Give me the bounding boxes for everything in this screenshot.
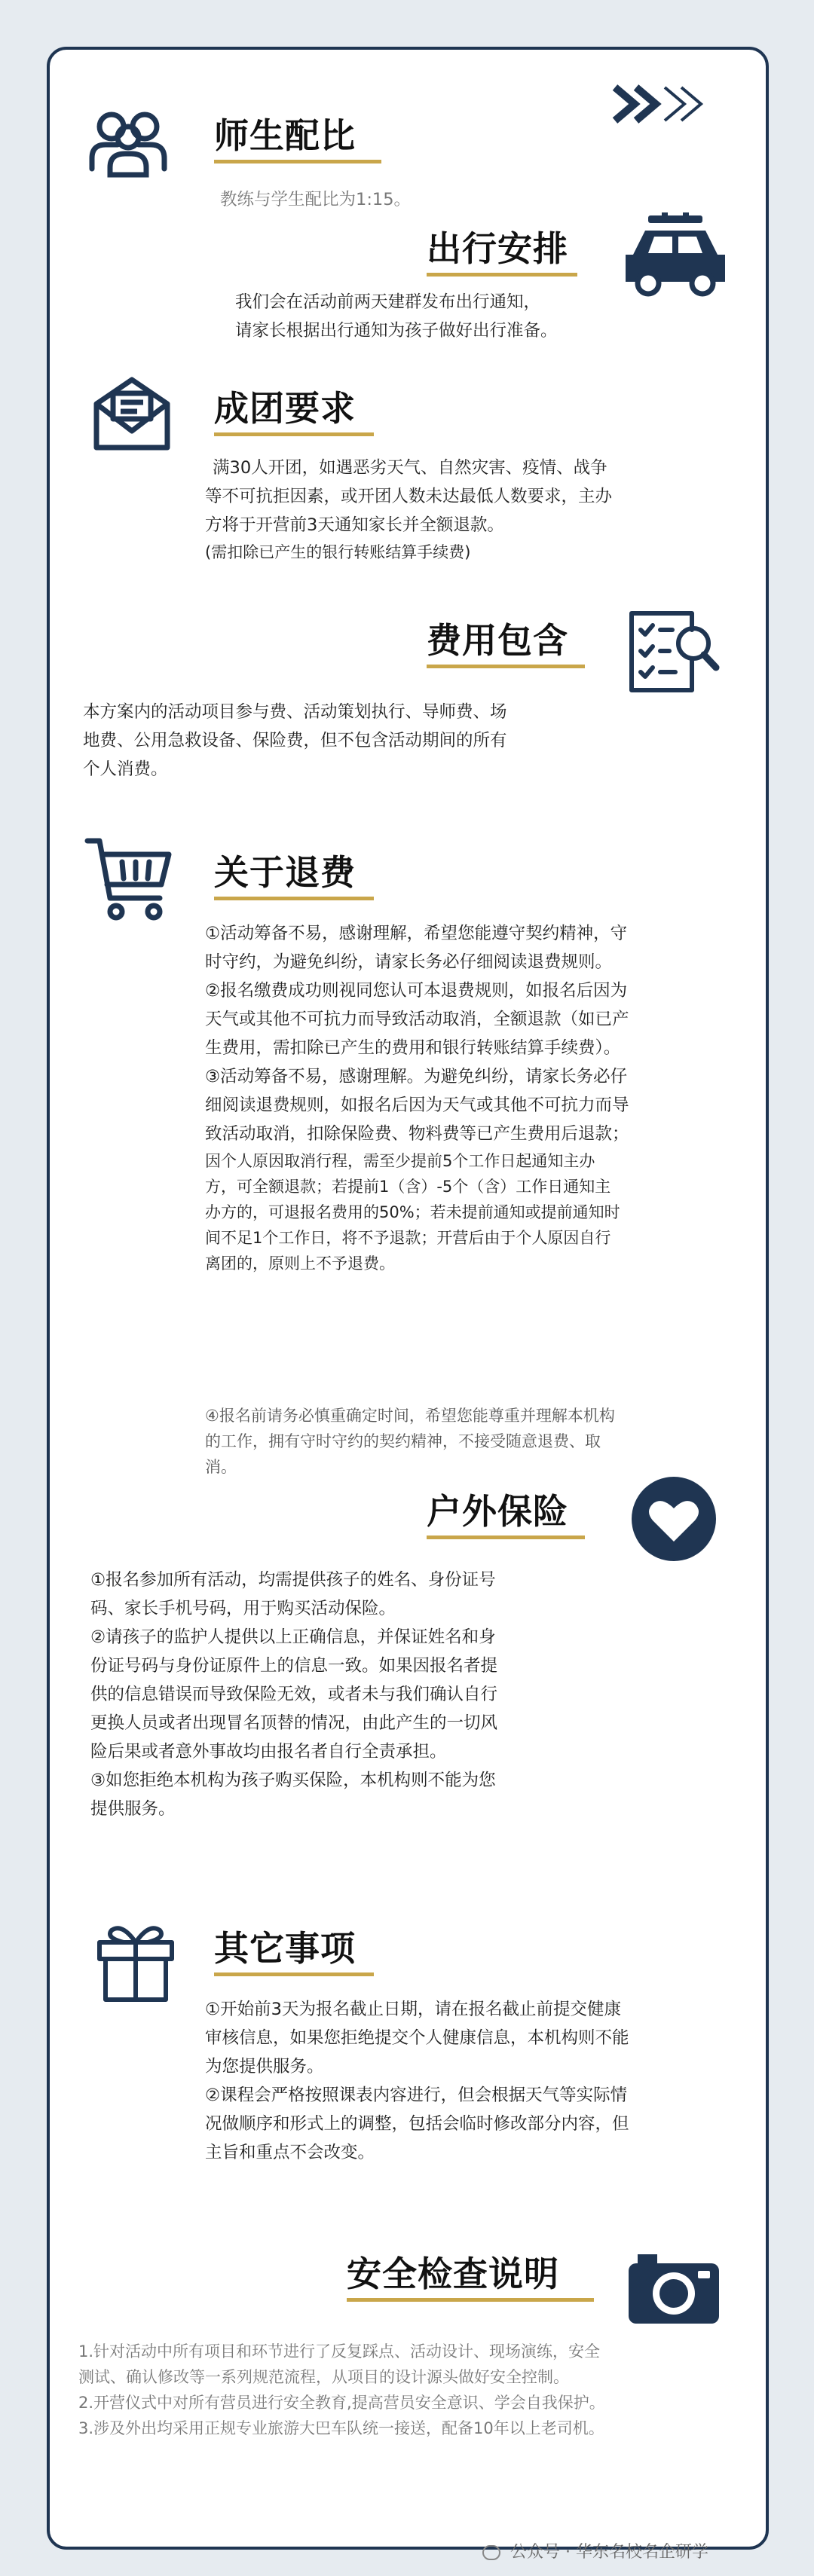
body-line: 份证号码与身份证原件上的信息一致。如果因报名者提 <box>90 1656 498 1676</box>
section-title-other <box>214 1927 374 1976</box>
body-line: 间不足1个工作日，将不予退款；开营后由于个人原因自行 <box>205 1229 611 1247</box>
body-line: 供的信息错误而导致保险无效，或者未与我们确认自行 <box>90 1685 498 1704</box>
title-underline <box>214 897 374 900</box>
section-title-group-text: 成团要求 <box>214 388 356 429</box>
body-line: 主旨和重点不会改变。 <box>205 2143 375 2162</box>
body-line: 方将于开营前3天通知家长并全额退款。 <box>205 515 504 535</box>
section-body-insurance <box>90 1566 588 1823</box>
body-line: 审核信息，如果您拒绝提交个人健康信息，本机构则不能 <box>205 2028 629 2048</box>
car-icon <box>623 212 728 297</box>
section-title-group <box>214 387 374 436</box>
title-underline <box>214 160 381 163</box>
double-chevron-icon <box>609 81 715 127</box>
body-line: ③如您拒绝本机构为孩子购买保险，本机构则不能为您 <box>90 1771 496 1790</box>
body-line: ②报名缴费成功则视同您认可本退费规则，如报名后因为 <box>205 981 628 1001</box>
section-body-travel <box>235 288 718 345</box>
checklist-icon <box>627 607 721 696</box>
body-line: ②课程会严格按照课表内容进行，但会根据天气等实际情 <box>205 2086 628 2105</box>
section-title-insurance <box>427 1490 585 1539</box>
body-line: 的工作，拥有守时守约的契约精神，不接受随意退费、取 <box>205 1432 601 1450</box>
body-line: 时守约，为避免纠纷，请家长务必仔细阅读退费规则。 <box>205 952 613 972</box>
watermark-text: 公众号 · 华东名校名企研学 <box>510 2543 708 2562</box>
section-title-travel-text: 出行安排 <box>427 228 568 269</box>
body-line: 本方案内的活动项目参与费、活动策划执行、导师费、场 <box>83 702 507 722</box>
body-line: 1.针对活动中所有项目和环节进行了反复踩点、活动设计、现场演练，安全 <box>78 2342 601 2361</box>
title-underline <box>347 2298 594 2302</box>
body-line: 天气或其他不可抗力而导致活动取消，全额退款（如已产 <box>205 1010 629 1029</box>
body-line: 请家长根据出行通知为孩子做好出行准备。 <box>235 321 558 341</box>
body-line: 提供服务。 <box>90 1799 176 1819</box>
body-note: (需扣除已产生的银行转账结算手续费) <box>205 543 471 561</box>
section-body-safety <box>78 2339 742 2441</box>
body-line: 个人消费。 <box>83 759 168 779</box>
title-underline <box>427 273 577 277</box>
body-line: 等不可抗拒因素，或开团人数未达最低人数要求，主办 <box>205 487 613 506</box>
body-line: 教练与学生配比为1:15。 <box>220 190 412 209</box>
section-title-refund-text: 关于退费 <box>214 852 356 893</box>
camera-icon <box>626 2250 722 2328</box>
body-line: 办方的，可退报名费用的50%；若未提前通知或提前通知时 <box>205 1203 620 1221</box>
body-line: 为您提供服务。 <box>205 2057 324 2076</box>
body-line: 码、家长手机号码，用于购买活动保险。 <box>90 1599 396 1618</box>
cart-icon <box>84 835 173 924</box>
body-line: ②请孩子的监护人提供以上正确信息，并保证姓名和身 <box>90 1627 496 1647</box>
people-icon <box>83 104 173 179</box>
body-line: ①报名参加所有活动，均需提供孩子的姓名、身份证号 <box>90 1570 496 1590</box>
body-line: 更换人员或者出现冒名顶替的情况，由此产生的一切风 <box>90 1713 498 1733</box>
section-title-other-text: 其它事项 <box>214 1928 356 1969</box>
envelope-icon <box>90 375 173 454</box>
section-title-ratio-text: 师生配比 <box>214 115 356 156</box>
section-title-travel <box>427 228 577 277</box>
body-line: 3.涉及外出均采用正规专业旅游大巴车队统一接送，配备10年以上老司机。 <box>78 2419 604 2437</box>
wechat-icon <box>482 2545 500 2560</box>
body-line: 消。 <box>205 1458 237 1476</box>
heart-icon <box>630 1475 718 1563</box>
body-line: ①活动筹备不易，感谢理解，希望您能遵守契约精神，守 <box>205 924 628 943</box>
section-body-fee <box>83 698 595 784</box>
body-line: 况做顺序和形式上的调整，包括会临时修改部分内容，但 <box>205 2114 629 2134</box>
section-title-safety <box>347 2253 594 2302</box>
body-line: 地费、公用急救设备、保险费，但不包含活动期间的所有 <box>83 731 507 750</box>
section-title-insurance-text: 户外保险 <box>427 1491 568 1532</box>
body-line: 我们会在活动前两天建群发布出行通知， <box>235 292 541 312</box>
body-line: 满30人开团，如遇恶劣天气、自然灾害、疫情、战争 <box>213 458 607 478</box>
body-line: 细阅读退费规则，如报名后因为天气或其他不可抗力而导 <box>205 1095 629 1115</box>
body-line: 方，可全额退款；若提前1（含）-5个（含）工作日通知主 <box>205 1178 611 1196</box>
section-title-ratio <box>214 115 381 163</box>
section-title-fee <box>427 619 585 668</box>
watermark <box>482 2539 708 2562</box>
section-body-other <box>205 1995 728 2167</box>
section-title-fee-text: 费用包含 <box>427 620 568 661</box>
section-body-ratio <box>220 185 672 214</box>
section-body-refund-note <box>205 1403 728 1480</box>
body-line: 险后果或者意外事故均由报名者自行全责承担。 <box>90 1742 447 1762</box>
body-line: 离团的，原则上不予退费。 <box>205 1254 395 1273</box>
body-line: ④报名前请务必慎重确定时间，希望您能尊重并理解本机构 <box>205 1407 615 1425</box>
title-underline <box>214 432 374 436</box>
title-underline <box>427 1536 585 1539</box>
body-line: ①开始前3天为报名截止日期，请在报名截止前提交健康 <box>205 2000 621 2019</box>
title-underline <box>214 1972 374 1976</box>
title-underline <box>427 665 585 668</box>
section-body-group <box>205 454 728 565</box>
section-body-refund <box>205 919 728 1276</box>
body-line: 2.开营仪式中对所有营员进行安全教育,提高营员安全意识、学会自我保护。 <box>78 2394 605 2412</box>
section-title-refund <box>214 851 374 900</box>
section-title-safety-text: 安全检查说明 <box>347 2254 559 2294</box>
body-line: 致活动取消，扣除保险费、物料费等已产生费用后退款； <box>205 1124 629 1144</box>
gift-icon <box>95 1920 176 2003</box>
body-line: 因个人原因取消行程，需至少提前5个工作日起通知主办 <box>205 1152 595 1170</box>
body-line: 测试、确认修改等一系列规范流程，从项目的设计源头做好安全控制。 <box>78 2368 569 2386</box>
body-line: ③活动筹备不易，感谢理解。为避免纠纷，请家长务必仔 <box>205 1067 628 1086</box>
body-line: 生费用，需扣除已产生的费用和银行转账结算手续费）。 <box>205 1038 621 1058</box>
